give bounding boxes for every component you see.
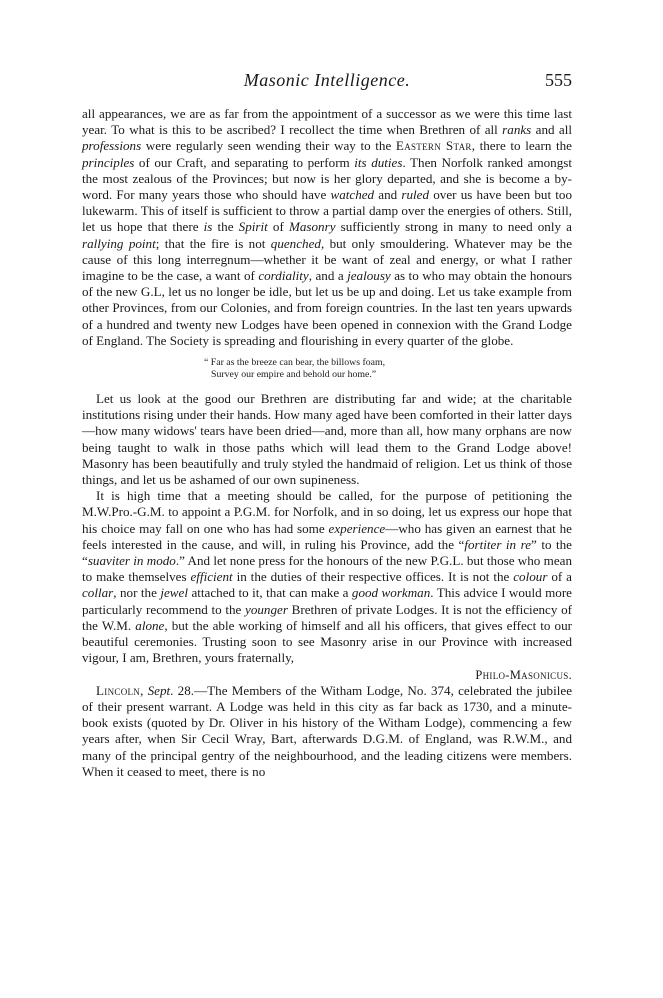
document-page (82, 70, 572, 780)
signature: Philo-Masonicus. (475, 667, 572, 682)
paragraph-petition: It is high time that a meeting should be called, for the purpose of petitioning the M.W.Pro.-G.M. to appoint a P.G.M. for Norfolk, and in so doing, let us express our hope that his choice may fall on one who has had some experience—who has given an earnest that he feels interested in the cause, and will, in ruling his Province, add the “fortiter in re” to the “suaviter in modo.” And let none press for the honours of the new P.G.L. but those who mean to make themselves efficient in the duties of their respective offices. It is not the colour of a collar, nor the jewel attached to it, that can make a good workman. This advice I would more particularly recommend to the younger Brethren of private Lodges. It is not the efficiency of the W.M. alone, but the able working of himself and all his officers, that gives effect to our beautiful ceremonies. Trusting soon to see Masonry arise in our Province with increased vigour, I am, Brethren, yours fraternally, (82, 488, 573, 666)
verse-line: “ Far as the breeze can bear, the billows foam, (204, 357, 386, 369)
paragraph-charity: Let us look at the good our Brethren are distributing far and wide; at the charitable institutions rising under their hands. How many aged have been comforted in their latter days—how many widows' tears have been dried—and, more than all, how many orphans are now being taught to walk in those paths which will lead them to the Grand Lodge above! Masonry has been beautifully and truly styled the handmaid of religion. Let us think of those things, and let us be ashamed of our own supineness. (82, 391, 572, 488)
paragraph-lincoln: Lincoln, Sept. 28.—The Members of the Witham Lodge, No. 374, celebrated the jubilee of their present warrant. A Lodge was held in this city as far back as 1730, and a minute-book exists (quoted by Dr. Oliver in his history of the Witham Lodge), commencing a few years after, when Sir Cecil Wray, Bart, afterwards D.G.M. of England, was R.W.M., and many of the principal gentry of the neighbourhood, and the leading citizens were members. When it ceased to meet, there is no (82, 682, 573, 779)
page-number: 555 (545, 70, 572, 90)
running-title: Masonic Intelligence. (243, 70, 411, 90)
page-header (82, 70, 572, 96)
verse-line: Survey our empire and behold our home.” (211, 369, 377, 381)
verse-quote (82, 357, 572, 381)
paragraph-norfolk: all appearances, we are as far from the appointment of a successor as we were this time last year. To what is this to be ascribed? I recollect the time when Brethren of all ranks and all professions were regularly seen wending their way to the Eastern Star, there to learn the principles of our Craft, and separating to perform its duties. Then Norfolk ranked amongst the most zealous of the Provinces; but now is her glory departed, and she is become a by-word. For many years those who should have watched and ruled over us have been but too lukewarm. This of itself is sufficient to throw a partial damp over the energies of others. Still, let us hope that there is the Spirit of Masonry sufficiently strong in many to need only a rallying point; that the fire is not quenched, but only smouldering. Whatever may be the cause of this long interregnum—whether it be want of zeal and energy, or what I rather imagine to be the case, a want of cordiality, and a jealousy as to who may obtain the honours of the new G.L, let us no longer be idle, but let us be up and doing. Let us take example from other Provinces, from our Colonies, and from foreign countries. In the last ten years upwards of a hundred and twenty new Lodges have been opened in connexion with the Grand Lodge of England. The Society is spreading and flourishing in every quarter of the globe. (82, 106, 573, 348)
